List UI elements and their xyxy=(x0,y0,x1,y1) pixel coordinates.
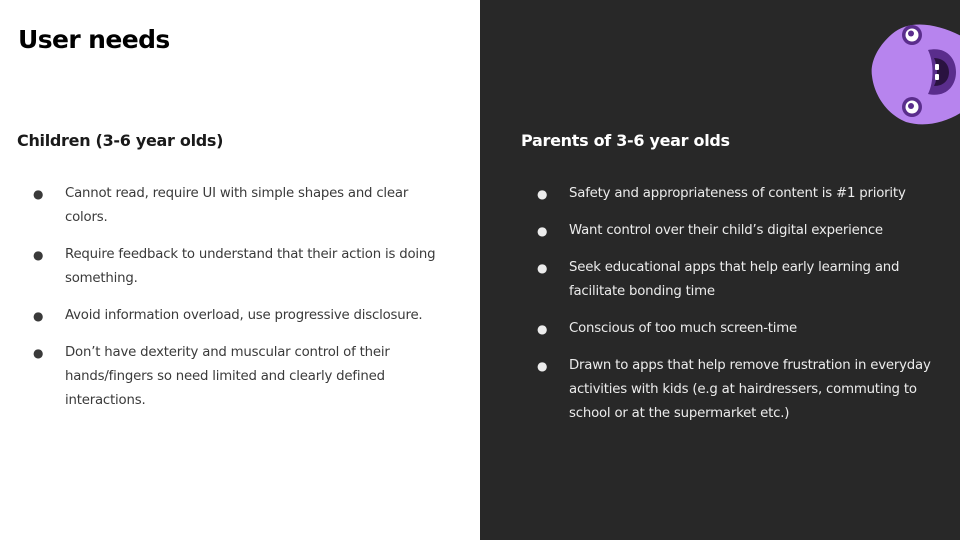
list-item xyxy=(33,182,453,230)
list-item-text: Conscious of too much screen-time xyxy=(569,321,798,336)
parents-panel xyxy=(480,0,960,540)
list-item-text: Want control over their child’s digital experience xyxy=(569,223,883,238)
list-item xyxy=(33,341,453,413)
list-item xyxy=(537,256,937,304)
list-item-text: Avoid information overload, use progressive disclosure. xyxy=(65,308,423,323)
list-item-text: Require feedback to understand that their action is doing something. xyxy=(65,247,436,286)
list-item xyxy=(33,304,453,328)
children-heading: Children (3-6 year olds) xyxy=(17,131,224,150)
parents-needs-list xyxy=(537,182,937,439)
list-item-text: Safety and appropriateness of content is #1 priority xyxy=(569,186,906,201)
page-title: User needs xyxy=(18,25,170,54)
bullet-icon: ● xyxy=(33,187,44,201)
list-item xyxy=(537,317,937,341)
list-item xyxy=(33,243,453,291)
purple-creature-mascot-icon xyxy=(870,18,960,126)
list-item xyxy=(537,219,937,243)
list-item-text: Don’t have dexterity and muscular control of their hands/fingers so need limited and clearly defined interactions. xyxy=(65,345,390,408)
bullet-icon: ● xyxy=(537,261,548,275)
bullet-icon: ● xyxy=(537,187,548,201)
list-item xyxy=(537,354,937,426)
bullet-icon: ● xyxy=(537,224,548,238)
bullet-icon: ● xyxy=(33,309,44,323)
bullet-icon: ● xyxy=(33,346,44,360)
bullet-icon: ● xyxy=(537,322,548,336)
parents-heading: Parents of 3-6 year olds xyxy=(521,131,730,150)
list-item-text: Seek educational apps that help early learning and facilitate bonding time xyxy=(569,260,900,299)
list-item-text: Drawn to apps that help remove frustration in everyday activities with kids (e.g at hairdressers, commuting to school or at the supermarket etc.) xyxy=(569,358,931,421)
list-item-text: Cannot read, require UI with simple shapes and clear colors. xyxy=(65,186,409,225)
children-needs-list xyxy=(33,182,453,426)
list-item xyxy=(537,182,937,206)
bullet-icon: ● xyxy=(33,248,44,262)
bullet-icon: ● xyxy=(537,359,548,373)
